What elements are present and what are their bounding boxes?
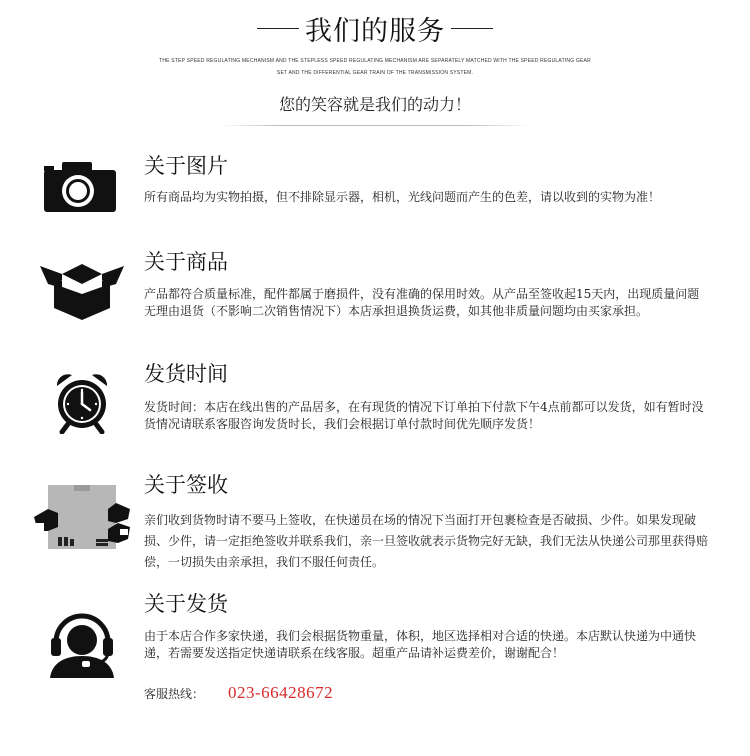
section-title: 关于图片 bbox=[144, 154, 228, 178]
alarm-clock-icon bbox=[54, 372, 110, 438]
english-subtitle-line-2: SET AND THE DIFFERENTIAL GEAR TRAIN OF THE TRANSMISSION SYSTEM. bbox=[276, 70, 474, 76]
slogan: 您的笑容就是我们的动力！ bbox=[278, 95, 471, 114]
english-subtitle bbox=[130, 55, 620, 79]
open-box-icon bbox=[40, 258, 124, 326]
camera-icon bbox=[38, 160, 118, 220]
section-text: 由于本店合作多家快递，我们会根据货物重量，体积，地区选择相对合适的快递。本店默认快递为中通快递，若需要发送指定快递请联系在线客服。超重产品请补运费差价，谢谢配合！ bbox=[144, 629, 697, 660]
header-divider bbox=[220, 125, 530, 126]
section-text: 所有商品均为实物拍摄，但不排除显示器，相机，光线问题而产生的色差，请以收到的实物为准！ bbox=[144, 190, 661, 204]
section-title: 关于发货 bbox=[144, 592, 228, 616]
customer-service-icon bbox=[48, 610, 116, 682]
section-text: 产品都符合质量标准，配件都属于磨损件，没有准确的保用时效。从产品至签收起15天内，出现质量问题无理由退货（不影响二次销售情况下）本店承担退换货运费，如其他非质量问题均由买家承担。 bbox=[144, 287, 700, 318]
english-subtitle-line-1: THE STEP SPEED REGULATING MECHANISM AND THE STEPLESS SPEED REGULATING MECHANISM ARE SEPARATELY MATCHED WITH THE SPEED REGULATING GEAR bbox=[159, 58, 591, 64]
page-title: 我们的服务 bbox=[305, 15, 445, 47]
title-line-left bbox=[257, 28, 299, 29]
title-line-right bbox=[451, 28, 493, 29]
hotline-label: 客服热线： bbox=[144, 686, 205, 701]
section-title: 发货时间 bbox=[144, 362, 228, 386]
section-text: 发货时间：本店在线出售的产品居多，在有现货的情况下订单拍下付款下午4点前都可以发货，如有暂时没货情况请联系客服咨询发货时长，我们会根据订单付款时间优先顺序发货！ bbox=[144, 400, 704, 431]
section-title: 关于商品 bbox=[144, 250, 228, 274]
section-title: 关于签收 bbox=[144, 473, 228, 497]
title-row bbox=[0, 8, 750, 48]
section-text: 亲们收到货物时请不要马上签收，在快递员在场的情况下当面打开包裹检查是否破损、少件。如果发现破损、少件，请一定拒绝签收并联系我们，亲一旦签收就表示货物完好无缺，我们无法从快递公司那里获得赔偿，一切损失由亲承担，我们不服任何责任。 bbox=[144, 513, 709, 569]
hotline-number[interactable]: 023-66428672 bbox=[228, 683, 334, 702]
hotline bbox=[144, 683, 333, 703]
package-handover-icon bbox=[34, 483, 130, 557]
